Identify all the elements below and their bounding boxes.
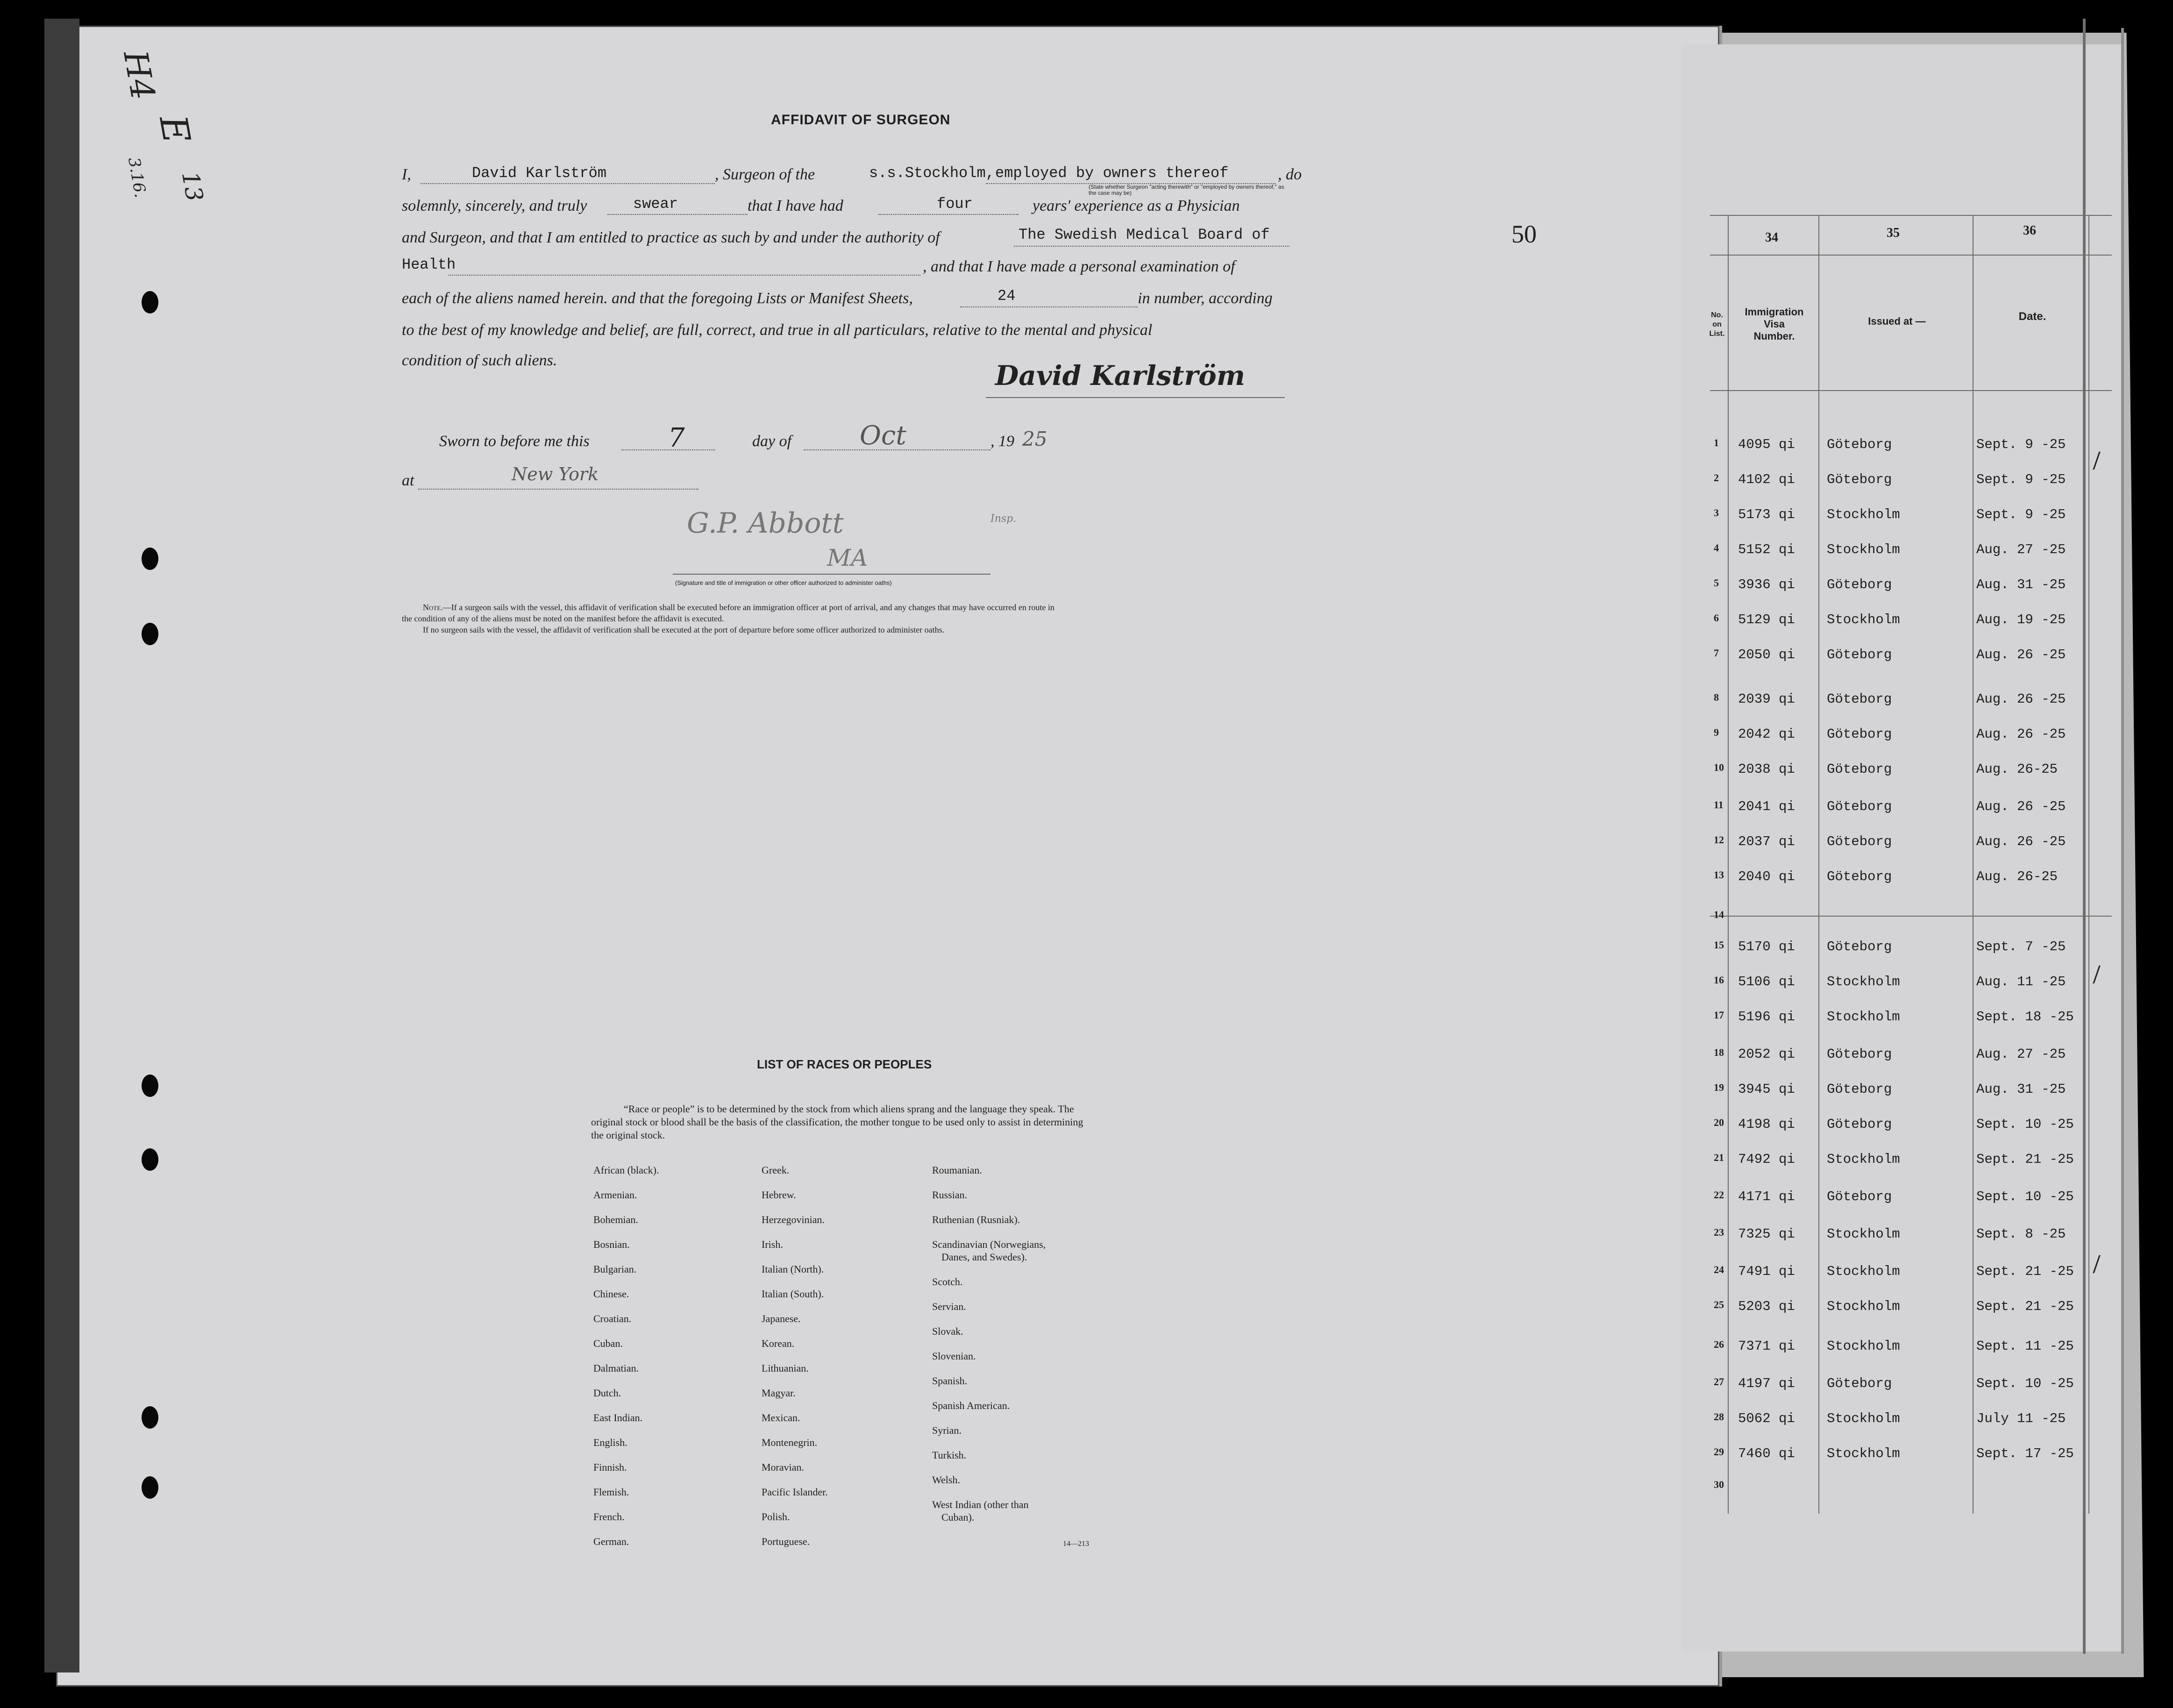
race-entry: Bulgarian. bbox=[593, 1263, 637, 1275]
visa-date: Aug. 26 -25 bbox=[1976, 726, 2066, 742]
row-number: 24 bbox=[1714, 1264, 1724, 1275]
affidavit-word: each of the aliens named herein. and that the foregoing Lists or Manifest Sheets, bbox=[402, 290, 913, 307]
row-number: 13 bbox=[1714, 869, 1724, 881]
visa-date: Sept. 7 -25 bbox=[1976, 939, 2066, 954]
visa-date: Sept. 10 -25 bbox=[1976, 1117, 2074, 1132]
races-intro: “Race or people” is to be determined by the stock from which aliens sprang and the language they speak. The original stock or blood shall be the basis of the classification, the mother tongue to be used only to assist in determining the original stock. bbox=[591, 1103, 1083, 1141]
affidavit-word: day of bbox=[752, 433, 792, 450]
visa-number: 2038 qi bbox=[1738, 761, 1795, 777]
affidavit-word: that I have had bbox=[748, 197, 843, 214]
table-row bbox=[1710, 1338, 2112, 1357]
race-entry: Portuguese. bbox=[762, 1536, 810, 1547]
signature-line bbox=[986, 397, 1285, 398]
header-visa-number bbox=[1731, 306, 1817, 342]
header-date: Date. bbox=[2018, 310, 2046, 323]
race-entry: Polish. bbox=[762, 1511, 790, 1523]
table-rule bbox=[1710, 215, 2112, 216]
sworn-day: 7 bbox=[668, 423, 685, 453]
row-number: 5 bbox=[1714, 577, 1719, 589]
issued-at: Stockholm bbox=[1827, 542, 1900, 557]
race-entry: French. bbox=[593, 1511, 625, 1523]
race-entry: East Indian. bbox=[593, 1412, 643, 1423]
fill-line bbox=[960, 306, 1138, 307]
visa-number: 3936 qi bbox=[1738, 577, 1795, 592]
visa-number: 5170 qi bbox=[1738, 939, 1795, 954]
issued-at: Göteborg bbox=[1827, 472, 1892, 487]
visa-date: Aug. 26 -25 bbox=[1976, 647, 2066, 662]
table-row bbox=[1710, 542, 2112, 561]
race-entry: English. bbox=[593, 1437, 627, 1448]
row-number: 12 bbox=[1714, 834, 1724, 846]
affidavit-note bbox=[402, 602, 1290, 635]
years-experience: four bbox=[937, 195, 973, 213]
visa-number: 7460 qi bbox=[1738, 1446, 1795, 1461]
table-row bbox=[1710, 939, 2112, 958]
header-list-no: No. on List. bbox=[1709, 311, 1725, 338]
fill-line bbox=[1014, 246, 1290, 247]
race-entry: Lithuanian. bbox=[762, 1362, 809, 1374]
table-rule bbox=[1973, 215, 1974, 1514]
race-entry: Flemish. bbox=[593, 1486, 629, 1498]
table-rule bbox=[2088, 215, 2089, 1514]
races-column bbox=[932, 1158, 1046, 1530]
issued-at: Göteborg bbox=[1827, 1117, 1892, 1132]
table-row bbox=[1710, 507, 2112, 526]
race-entry: German. bbox=[593, 1536, 629, 1547]
binding-hole bbox=[142, 1075, 158, 1097]
issued-at: Göteborg bbox=[1827, 834, 1892, 849]
row-number: 6 bbox=[1714, 612, 1719, 624]
column-number: 36 bbox=[2023, 223, 2036, 238]
affidavit-word: at bbox=[402, 472, 414, 489]
visa-date: Aug. 27 -25 bbox=[1976, 1046, 2066, 1062]
table-row bbox=[1710, 1226, 2112, 1245]
race-entry: Syrian. bbox=[932, 1424, 962, 1436]
tally-mark: / bbox=[2091, 1252, 2102, 1276]
officer-signature: G.P. Abbott bbox=[687, 507, 844, 540]
race-entry: Ruthenian (Rusniak). bbox=[932, 1214, 1020, 1225]
visa-date: Sept. 21 -25 bbox=[1976, 1299, 2074, 1314]
table-row bbox=[1710, 799, 2112, 818]
table-row bbox=[1710, 691, 2112, 710]
employment-caption: (State whether Surgeon "acting therewith" or "employed by owners thereof," as the case may be) bbox=[1089, 184, 1284, 196]
affidavit-word: I, bbox=[402, 166, 411, 183]
binding-hole bbox=[142, 1406, 158, 1429]
signature-line bbox=[673, 574, 990, 575]
surgeon-signature: David Karlström bbox=[995, 360, 1245, 391]
table-row bbox=[1710, 1009, 2112, 1028]
issued-at: Göteborg bbox=[1827, 1082, 1892, 1097]
visa-date: Sept. 11 -25 bbox=[1976, 1338, 2074, 1354]
table-row bbox=[1710, 726, 2112, 745]
row-number: 21 bbox=[1714, 1152, 1724, 1163]
race-entry: Scandinavian (Norwegians, bbox=[932, 1238, 1046, 1250]
race-entry: Scotch. bbox=[932, 1276, 963, 1288]
binding-hole bbox=[142, 291, 158, 313]
visa-number: 4171 qi bbox=[1738, 1189, 1795, 1204]
race-entry: Danes, and Swedes). bbox=[941, 1251, 1027, 1263]
row-number: 19 bbox=[1714, 1082, 1724, 1093]
row-number: 10 bbox=[1714, 761, 1724, 773]
ship-name: s.s.Stockholm, bbox=[869, 164, 995, 182]
page-edge-line bbox=[2121, 28, 2124, 1654]
issued-at: Stockholm bbox=[1827, 1152, 1900, 1167]
visa-number: 2050 qi bbox=[1738, 647, 1795, 662]
race-entry: Cuban). bbox=[941, 1511, 975, 1523]
race-entry: Turkish. bbox=[932, 1449, 967, 1461]
table-row bbox=[1710, 1046, 2112, 1065]
visa-number: 4102 qi bbox=[1738, 472, 1795, 487]
header-issued-at: Issued at — bbox=[1868, 315, 1926, 327]
visa-date: Sept. 10 -25 bbox=[1976, 1189, 2074, 1204]
licensing-authority: The Swedish Medical Board of bbox=[1019, 226, 1270, 243]
table-row bbox=[1710, 577, 2112, 596]
visa-date: Sept. 21 -25 bbox=[1976, 1152, 2074, 1167]
row-number: 28 bbox=[1714, 1411, 1724, 1423]
table-rule bbox=[1728, 215, 1729, 1514]
table-row bbox=[1710, 974, 2112, 993]
issued-at: Göteborg bbox=[1827, 1376, 1892, 1391]
column-number: 34 bbox=[1765, 230, 1778, 245]
note-text: the condition of any of the aliens must be noted on the manifest before the affidavit is executed. bbox=[402, 614, 724, 623]
table-row bbox=[1710, 869, 2112, 888]
visa-number: 5173 qi bbox=[1738, 507, 1795, 522]
form-number: 14—213 bbox=[1063, 1540, 1089, 1548]
row-number: 17 bbox=[1714, 1009, 1724, 1021]
binding-hole bbox=[142, 548, 158, 570]
fill-line bbox=[878, 214, 1019, 215]
margin-note: 13 bbox=[176, 169, 208, 204]
officer-initials: MA bbox=[827, 544, 868, 571]
table-row bbox=[1710, 1189, 2112, 1208]
row-number: 2 bbox=[1714, 472, 1719, 484]
affidavit-word: to the best of my knowledge and belief, are full, correct, and true in all particulars, relative to the mental and physical bbox=[402, 321, 1153, 339]
sworn-month: Oct bbox=[860, 420, 906, 451]
visa-number: 7371 qi bbox=[1738, 1338, 1795, 1354]
visa-date: Aug. 31 -25 bbox=[1976, 1082, 2066, 1097]
row-number: 29 bbox=[1714, 1446, 1724, 1458]
row-number: 20 bbox=[1714, 1117, 1724, 1128]
row-number: 26 bbox=[1714, 1338, 1724, 1350]
fill-line bbox=[418, 489, 698, 490]
race-entry: Korean. bbox=[762, 1338, 795, 1349]
affidavit-word: in number, according bbox=[1138, 290, 1273, 307]
table-row bbox=[1710, 1082, 2112, 1100]
row-number: 15 bbox=[1714, 939, 1724, 951]
affidavit-word: years' experience as a Physician bbox=[1033, 197, 1240, 214]
issued-at: Göteborg bbox=[1827, 437, 1892, 452]
row-number: 4 bbox=[1714, 542, 1719, 554]
table-row bbox=[1710, 909, 2112, 927]
visa-date: Aug. 27 -25 bbox=[1976, 542, 2066, 557]
row-number: 14 bbox=[1714, 909, 1724, 920]
visa-number: 7325 qi bbox=[1738, 1226, 1795, 1242]
visa-number: 2039 qi bbox=[1738, 691, 1795, 707]
visa-number: 2037 qi bbox=[1738, 834, 1795, 849]
table-row bbox=[1710, 437, 2112, 455]
officer-title-mark: Insp. bbox=[990, 513, 1017, 525]
race-entry: Japanese. bbox=[762, 1313, 801, 1324]
binding-hole bbox=[142, 623, 158, 645]
race-entry: Finnish. bbox=[593, 1461, 627, 1473]
sworn-year: 25 bbox=[1022, 427, 1047, 450]
sworn-place: New York bbox=[512, 464, 599, 484]
races-title: LIST OF RACES OR PEOPLES bbox=[757, 1057, 932, 1071]
visa-number: 2040 qi bbox=[1738, 869, 1795, 884]
race-entry: Magyar. bbox=[762, 1387, 796, 1399]
issued-at: Stockholm bbox=[1827, 1009, 1900, 1025]
affidavit-word: condition of such aliens. bbox=[402, 352, 557, 369]
visa-number: 7491 qi bbox=[1738, 1264, 1795, 1279]
visa-number: 5196 qi bbox=[1738, 1009, 1795, 1025]
row-number: 27 bbox=[1714, 1376, 1724, 1388]
visa-number: 5152 qi bbox=[1738, 542, 1795, 557]
issued-at: Stockholm bbox=[1827, 1411, 1900, 1426]
note-label: Note. bbox=[423, 603, 443, 612]
margin-note: H4 bbox=[116, 47, 163, 103]
table-row bbox=[1710, 1299, 2112, 1317]
affidavit-word: Sworn to before me this bbox=[439, 433, 590, 450]
race-entry: Dutch. bbox=[593, 1387, 621, 1399]
visa-number: 4197 qi bbox=[1738, 1376, 1795, 1391]
issued-at: Göteborg bbox=[1827, 761, 1892, 777]
row-number: 3 bbox=[1714, 507, 1719, 519]
page-number: 50 bbox=[1511, 220, 1537, 248]
issued-at: Stockholm bbox=[1827, 1299, 1900, 1314]
row-number: 23 bbox=[1714, 1226, 1724, 1238]
issued-at: Stockholm bbox=[1827, 612, 1900, 627]
visa-date: Sept. 9 -25 bbox=[1976, 472, 2066, 487]
issued-at: Stockholm bbox=[1827, 1338, 1900, 1354]
issued-at: Göteborg bbox=[1827, 799, 1892, 814]
visa-date: Sept. 9 -25 bbox=[1976, 437, 2066, 452]
row-number: 30 bbox=[1714, 1479, 1724, 1490]
header-text: Immigration bbox=[1745, 306, 1804, 318]
header-text: Number. bbox=[1753, 330, 1795, 342]
race-entry: Servian. bbox=[932, 1301, 966, 1312]
visa-date: Aug. 31 -25 bbox=[1976, 577, 2066, 592]
race-entry: Italian (North). bbox=[762, 1263, 824, 1275]
race-entry: Russian. bbox=[932, 1189, 968, 1201]
race-entry: Greek. bbox=[762, 1164, 790, 1176]
visa-date: Sept. 18 -25 bbox=[1976, 1009, 2074, 1025]
visa-number: 3945 qi bbox=[1738, 1082, 1795, 1097]
race-entry: Montenegrin. bbox=[762, 1437, 818, 1448]
race-entry: Moravian. bbox=[762, 1461, 805, 1473]
table-row bbox=[1710, 1446, 2112, 1465]
margin-note: E bbox=[151, 112, 199, 147]
table-row bbox=[1710, 1411, 2112, 1430]
race-entry: Welsh. bbox=[932, 1474, 960, 1486]
binding-hole bbox=[142, 1148, 158, 1171]
race-entry: Herzegovinian. bbox=[762, 1214, 825, 1225]
tally-mark: / bbox=[2091, 962, 2102, 987]
visa-date: Aug. 19 -25 bbox=[1976, 612, 2066, 627]
race-entry: Slovenian. bbox=[932, 1350, 976, 1362]
issued-at: Göteborg bbox=[1827, 939, 1892, 954]
table-row bbox=[1710, 1264, 2112, 1282]
visa-number: 7492 qi bbox=[1738, 1152, 1795, 1167]
row-number: 7 bbox=[1714, 647, 1719, 659]
fill-line bbox=[607, 214, 748, 215]
issued-at: Stockholm bbox=[1827, 1226, 1900, 1242]
visa-date: Aug. 11 -25 bbox=[1976, 974, 2066, 989]
visa-number: 5062 qi bbox=[1738, 1411, 1795, 1426]
race-entry: Cuban. bbox=[593, 1338, 623, 1349]
race-entry: Roumanian. bbox=[932, 1164, 982, 1176]
affidavit-word: and Surgeon, and that I am entitled to practice as such by and under the authority of bbox=[402, 229, 940, 246]
race-entry: Pacific Islander. bbox=[762, 1486, 828, 1498]
issued-at: Stockholm bbox=[1827, 507, 1900, 522]
visa-date: Aug. 26 -25 bbox=[1976, 691, 2066, 707]
header-text: Visa bbox=[1764, 318, 1785, 330]
issued-at: Stockholm bbox=[1827, 1446, 1900, 1461]
visa-date: Sept. 17 -25 bbox=[1976, 1446, 2074, 1461]
visa-number: 4198 qi bbox=[1738, 1117, 1795, 1132]
visa-number: 4095 qi bbox=[1738, 437, 1795, 452]
row-number: 18 bbox=[1714, 1046, 1724, 1058]
row-number: 1 bbox=[1714, 437, 1719, 448]
licensing-authority: Health bbox=[402, 256, 456, 273]
race-entry: West Indian (other than bbox=[932, 1499, 1029, 1510]
race-entry: Spanish American. bbox=[932, 1400, 1010, 1411]
table-row bbox=[1710, 1479, 2112, 1497]
table-row bbox=[1710, 1117, 2112, 1135]
table-rule bbox=[1710, 255, 2112, 256]
issued-at: Göteborg bbox=[1827, 647, 1892, 662]
affidavit-word: solemnly, sincerely, and truly bbox=[402, 197, 587, 214]
races-column bbox=[593, 1158, 659, 1554]
visa-date: Aug. 26 -25 bbox=[1976, 834, 2066, 849]
visa-number: 5129 qi bbox=[1738, 612, 1795, 627]
issued-at: Stockholm bbox=[1827, 1264, 1900, 1279]
fill-line bbox=[449, 275, 920, 276]
issued-at: Göteborg bbox=[1827, 1046, 1892, 1062]
race-entry: Italian (South). bbox=[762, 1288, 824, 1300]
visa-number: 2042 qi bbox=[1738, 726, 1795, 742]
visa-number: 2052 qi bbox=[1738, 1046, 1795, 1062]
race-entry: African (black). bbox=[593, 1164, 659, 1176]
visa-date: Aug. 26 -25 bbox=[1976, 799, 2066, 814]
table-rule bbox=[1818, 215, 1819, 1514]
row-number: 22 bbox=[1714, 1189, 1724, 1201]
race-entry: Croatian. bbox=[593, 1313, 632, 1324]
race-entry: Irish. bbox=[762, 1238, 783, 1250]
fill-line bbox=[420, 183, 715, 184]
issued-at: Göteborg bbox=[1827, 726, 1892, 742]
table-row bbox=[1710, 472, 2112, 491]
race-entry: Dalmatian. bbox=[593, 1362, 639, 1374]
sheet-count: 24 bbox=[997, 287, 1016, 305]
race-entry: Armenian. bbox=[593, 1189, 637, 1201]
issued-at: Göteborg bbox=[1827, 691, 1892, 707]
visa-date: Sept. 9 -25 bbox=[1976, 507, 2066, 522]
race-entry: Spanish. bbox=[932, 1375, 968, 1387]
table-row bbox=[1710, 612, 2112, 631]
visa-date: Aug. 26-25 bbox=[1976, 761, 2058, 777]
affidavit-title: AFFIDAVIT OF SURGEON bbox=[771, 112, 951, 128]
tally-mark: / bbox=[2091, 448, 2102, 473]
race-entry: Slovak. bbox=[932, 1325, 963, 1337]
race-entry: Bohemian. bbox=[593, 1214, 638, 1225]
row-number: 8 bbox=[1714, 691, 1719, 703]
races-column bbox=[762, 1158, 828, 1554]
issued-at: Göteborg bbox=[1827, 869, 1892, 884]
row-number: 11 bbox=[1714, 799, 1724, 811]
affidavit-word: , 19 bbox=[990, 433, 1014, 450]
affidavit-word: , Surgeon of the bbox=[715, 166, 815, 183]
surgeon-name: David Karlström bbox=[472, 164, 607, 182]
binding-hole bbox=[142, 1476, 158, 1499]
row-number: 9 bbox=[1714, 726, 1719, 738]
visa-date: Aug. 26-25 bbox=[1976, 869, 2058, 884]
visa-date: July 11 -25 bbox=[1976, 1411, 2066, 1426]
table-rule bbox=[1710, 390, 2112, 391]
binding-spine bbox=[44, 19, 79, 1672]
visa-number: 5106 qi bbox=[1738, 974, 1795, 989]
table-row bbox=[1710, 834, 2112, 853]
issued-at: Stockholm bbox=[1827, 974, 1900, 989]
visa-date: Sept. 8 -25 bbox=[1976, 1226, 2066, 1242]
note-text: If no surgeon sails with the vessel, the affidavit of verification shall be executed at the port of departure before some officer authorized to administer oaths. bbox=[423, 625, 945, 634]
row-number: 16 bbox=[1714, 974, 1724, 986]
visa-date: Sept. 21 -25 bbox=[1976, 1264, 2074, 1279]
visa-number: 5203 qi bbox=[1738, 1299, 1795, 1314]
margin-note: 3.16. bbox=[124, 156, 150, 199]
issued-at: Göteborg bbox=[1827, 577, 1892, 592]
race-entry: Mexican. bbox=[762, 1412, 800, 1423]
issued-at: Göteborg bbox=[1827, 1189, 1892, 1204]
table-row bbox=[1710, 1152, 2112, 1170]
column-number: 35 bbox=[1887, 226, 1900, 240]
affidavit-word: , do bbox=[1278, 166, 1302, 183]
table-row bbox=[1710, 761, 2112, 780]
visa-number: 2041 qi bbox=[1738, 799, 1795, 814]
table-row bbox=[1710, 647, 2112, 666]
race-entry: Chinese. bbox=[593, 1288, 629, 1300]
table-row bbox=[1710, 1376, 2112, 1395]
officer-caption: (Signature and title of immigration or other officer authorized to administer oaths) bbox=[675, 579, 892, 586]
race-entry: Bosnian. bbox=[593, 1238, 630, 1250]
surgeon-employment: employed by owners thereof bbox=[995, 164, 1229, 182]
visa-date: Sept. 10 -25 bbox=[1976, 1376, 2074, 1391]
row-number: 25 bbox=[1714, 1299, 1724, 1310]
note-text: —If a surgeon sails with the vessel, this affidavit of verification shall be executed before an immigration officer at port of arrival, and any changes that may have occurred en route in bbox=[442, 603, 1054, 612]
affidavit-word: , and that I have made a personal examination of bbox=[923, 258, 1235, 275]
race-entry: Hebrew. bbox=[762, 1189, 796, 1201]
oath-type: swear bbox=[633, 195, 678, 213]
